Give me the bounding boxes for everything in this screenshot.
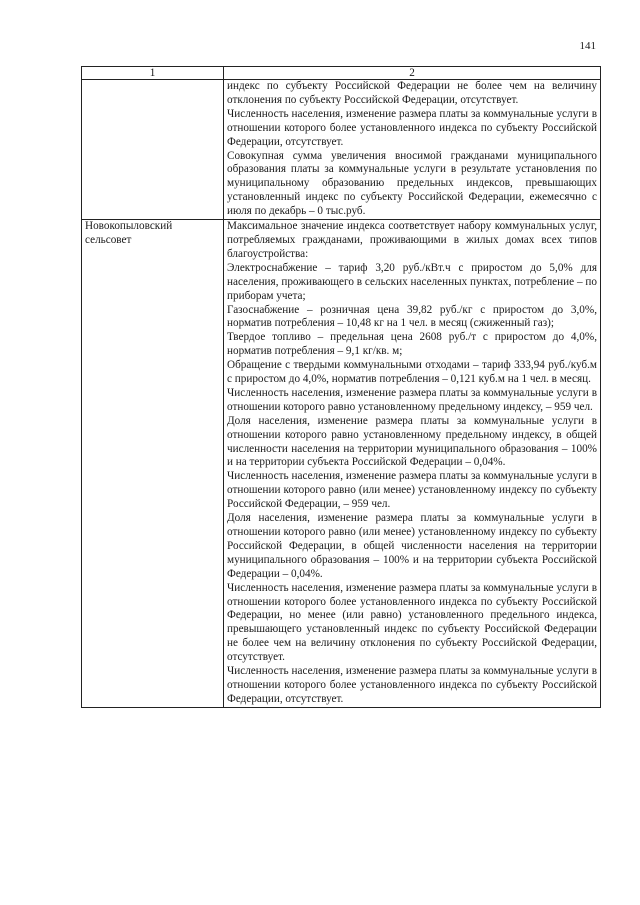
description-cell bbox=[224, 80, 601, 220]
document-table bbox=[81, 66, 601, 708]
column-header-1: 1 bbox=[82, 67, 224, 80]
paragraph: Максимальное значение индекса соответствует набору коммунальных услуг, потребляемых гражданами, проживающими в жилых домах всех типов благоустройства: bbox=[227, 220, 597, 260]
column-header-2: 2 bbox=[224, 67, 601, 80]
paragraph: Электроснабжение – тариф 3,20 руб./кВт.ч с приростом до 5,0% для населения, проживающего в сельских населенных пунктах, потребление – по приборам учета; bbox=[227, 261, 597, 302]
paragraph: Численность населения, изменение размера платы за коммунальные услуги в отношении которого более установленного индекса по субъекту Российской Федерации, но менее (или равно) установленного предельного индекса, превышающего установленный индекс по субъекту Российской Федерации не более чем на величину отклонения по субъекту Российской Федерации, отсутствует. bbox=[227, 581, 597, 664]
paragraph: индекс по субъекту Российской Федерации не более чем на величину отклонения по субъекту Российской Федерации, отсутствует. bbox=[227, 80, 597, 106]
paragraph: Доля населения, изменение размера платы за коммунальные услуги в отношении которого равно (или менее) установленному индексу по субъекту Российской Федерации, в общей численности населения на территории муниципального образования – 100% и на территории субъекта Российской Федерации – 0,04%. bbox=[227, 512, 597, 580]
table-header-row bbox=[82, 67, 601, 80]
municipality-cell: Новокопыловский сельсовет bbox=[82, 220, 224, 708]
paragraph: Обращение с твердыми коммунальными отходами – тариф 333,94 руб./куб.м с приростом до 4,0%, норматив потребления – 0,121 куб.м на 1 чел. в месяц. bbox=[227, 359, 597, 386]
paragraph: Твердое топливо – предельная цена 2608 руб./т с приростом до 4,0%, норматив потребления – 9,1 кг/кв. м; bbox=[227, 331, 597, 358]
paragraph: Совокупная сумма увеличения вносимой гражданами муниципального образования платы за коммунальные услуги в результате установления по муниципальному образованию предельных индексов, превышающих установленный индекс по субъекту Российской Федерации, ежемесячно с июля по декабрь – 0 тыс.руб. bbox=[227, 149, 597, 218]
paragraph: Численность населения, изменение размера платы за коммунальные услуги в отношении которого более установленного индекса по субъекту Российской Федерации, отсутствует. bbox=[227, 107, 597, 148]
paragraph: Численность населения, изменение размера платы за коммунальные услуги в отношении которого более установленного индекса по субъекту Российской Федерации, отсутствует. bbox=[227, 665, 597, 705]
table-row bbox=[82, 220, 601, 708]
description-cell bbox=[224, 220, 601, 708]
paragraph: Газоснабжение – розничная цена 39,82 руб./кг с приростом до 3,0%, норматив потребления – 10,48 кг на 1 чел. в месяц (сжиженный газ); bbox=[227, 303, 597, 330]
paragraph: Доля населения, изменение размера платы за коммунальные услуги в отношении которого равно установленному предельному индексу, в общей численности населения на территории муниципального образования – 100% и на территории субъекта Российской Федерации – 0,04%. bbox=[227, 414, 597, 469]
municipality-cell bbox=[82, 80, 224, 220]
table-row bbox=[82, 80, 601, 220]
paragraph: Численность населения, изменение размера платы за коммунальные услуги в отношении которого равно установленному предельному индексу, – 959 чел. bbox=[227, 386, 597, 413]
page-number: 141 bbox=[579, 40, 596, 52]
paragraph: Численность населения, изменение размера платы за коммунальные услуги в отношении которого равно (или менее) установленному индексу по субъекту Российской Федерации, – 959 чел. bbox=[227, 470, 597, 511]
